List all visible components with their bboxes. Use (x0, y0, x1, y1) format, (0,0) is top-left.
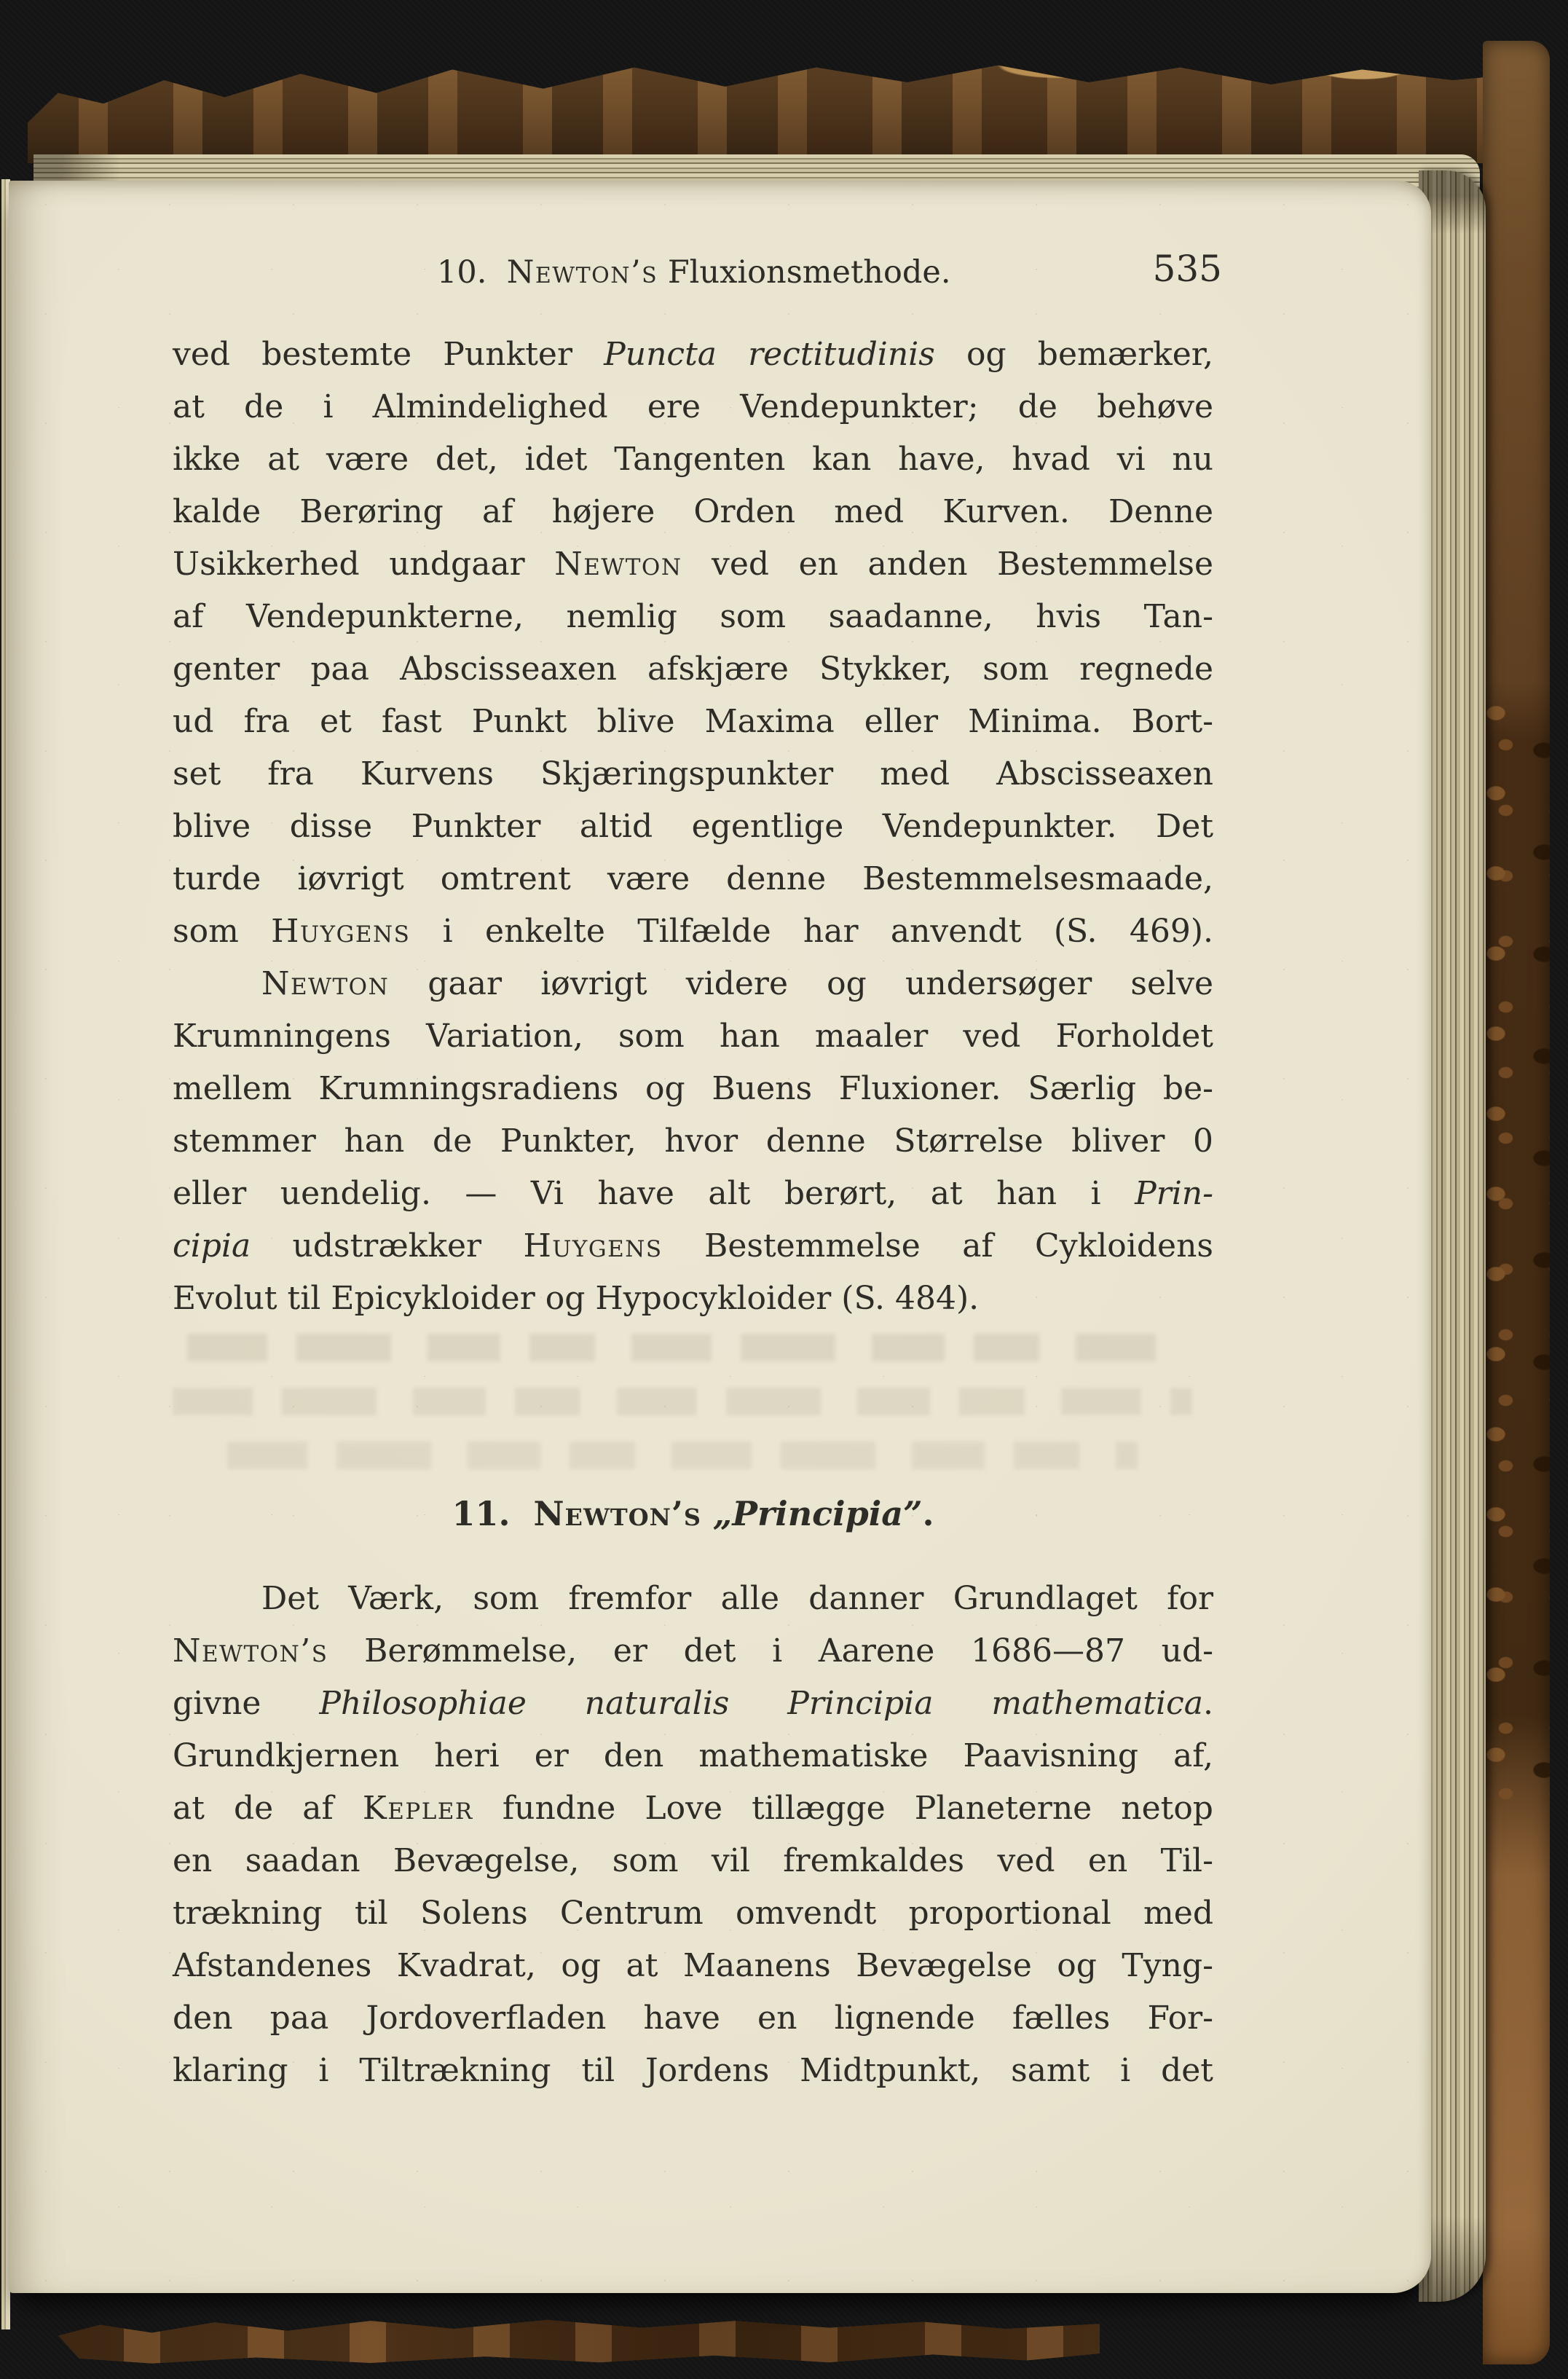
text-line (173, 2045, 1213, 2097)
text-line (173, 643, 1213, 696)
text-line (173, 381, 1213, 433)
text-line (173, 1940, 1213, 1992)
text-segment: Usikkerhed undgaar (173, 546, 555, 583)
text-segment: udstrækker (251, 1227, 524, 1265)
text-segment: Newton (261, 965, 390, 1002)
text-line (173, 538, 1213, 591)
text-segment: blive disse Punkter altid egentlige Vendepunkter. Det (173, 808, 1213, 845)
running-head-title (437, 251, 951, 294)
text-line (173, 1220, 1213, 1273)
text-segment: klaring i Tiltrækning til Jordens Midtpunkt, samt i det (173, 2052, 1213, 2089)
text-line (173, 905, 1213, 958)
text-line (173, 748, 1213, 801)
text-segment: . (1202, 1685, 1213, 1722)
bleed-through-text (187, 1334, 1170, 1361)
text-line (173, 1730, 1213, 1782)
text-segment: Huygens (523, 1227, 663, 1265)
text-segment: og bemærker, (934, 336, 1213, 373)
book-cover-right-board (1483, 41, 1550, 2364)
text-segment: Philosophiae naturalis Principia mathematica (319, 1685, 1203, 1722)
text-segment: mellem Krumningsradiens og Buens Fluxioner. Særlig be- (173, 1070, 1213, 1107)
text-line (173, 1573, 1213, 1625)
text-segment: gaar iøvrigt videre og undersøger selve (389, 965, 1213, 1002)
text-line (173, 591, 1213, 643)
text-segment: at de af (173, 1790, 363, 1827)
text-segment: fundne Love tillægge Planeterne netop (473, 1790, 1213, 1827)
text-segment: Huygens (271, 913, 411, 950)
text-line (173, 1063, 1213, 1115)
text-segment: stemmer han de Punkter, hvor denne Størrelse bliver 0 (173, 1122, 1213, 1160)
text-segment: genter paa Abscisseaxen afskjære Stykker, som regnede (173, 650, 1213, 688)
text-segment: ved bestemte Punkter (173, 336, 604, 373)
text-segment: turde iøvrigt omtrent være denne Bestemmelsesmaade, (173, 860, 1213, 897)
text-segment: Berømmelse, er det i Aarene 1686—87 ud- (328, 1632, 1213, 1670)
text-segment: 11. (452, 1494, 534, 1533)
text-line (173, 433, 1213, 486)
text-segment: eller uendelig. — Vi have alt berørt, at han i (173, 1175, 1135, 1212)
text-line (173, 1835, 1213, 1887)
text-segment: Grundkjernen heri er den mathematiske Paavisning af, (173, 1737, 1213, 1774)
text-segment: Kepler (362, 1790, 473, 1827)
text-line (173, 1273, 1213, 1325)
section-heading (173, 1487, 1213, 1540)
marbled-paper-texture (1483, 689, 1550, 1825)
text-segment: . (922, 1494, 934, 1533)
text-segment: i enkelte Tilfælde har anvendt (S. 469). (410, 913, 1213, 950)
text-segment: Det Værk, som fremfor alle danner Grundlaget for (261, 1580, 1213, 1617)
text-line (173, 853, 1213, 905)
text-line (173, 329, 1213, 381)
book-cover-bottom-edge (58, 2315, 1100, 2364)
text-segment: kalde Berøring af højere Orden med Kurven. Denne (173, 493, 1213, 530)
text-segment: ud fra et fast Punkt blive Maxima eller Minima. Bort- (173, 703, 1213, 740)
book-cover-top-edge (28, 57, 1544, 163)
text-segment: trækning til Solens Centrum omvendt proportional med (173, 1895, 1213, 1932)
text-segment: Afstandenes Kvadrat, og at Maanens Bevægelse og Tyng- (173, 1947, 1213, 1984)
text-segment: en saadan Bevægelse, som vil fremkaldes ved en Til- (173, 1842, 1213, 1879)
text-segment: Evolut til Epicykloider og Hypocykloider (S. 484). (173, 1280, 980, 1317)
text-line (173, 1115, 1213, 1168)
text-segment: Bestemmelse af Cykloidens (662, 1227, 1213, 1265)
page-number: 535 (1152, 248, 1222, 290)
text-segment: Newton (554, 546, 682, 583)
text-segment: Newton’s (173, 1632, 328, 1670)
text-segment: 10. (437, 254, 507, 291)
text-line (173, 958, 1213, 1010)
text-segment: set fra Kurvens Skjæringspunkter med Abscisseaxen (173, 755, 1213, 793)
text-segment: at de i Almindelighed ere Vendepunkter; de behøve (173, 388, 1213, 425)
text-line (173, 1887, 1213, 1940)
text-segment (701, 1494, 713, 1533)
text-line (173, 696, 1213, 748)
text-segment: af Vendepunkterne, nemlig som saadanne, hvis Tan- (173, 598, 1213, 635)
body-paragraph-fluxions (173, 329, 1213, 1325)
text-line (173, 801, 1213, 853)
text-line (173, 1010, 1213, 1063)
body-paragraph-principia (173, 1573, 1213, 2097)
text-segment: Newton’s (533, 1494, 701, 1533)
text-segment: ikke at være det, idet Tangenten kan have, hvad vi nu (173, 441, 1213, 478)
text-segment: Krumningens Variation, som han maaler ved Forholdet (173, 1018, 1213, 1055)
bleed-through-text (227, 1442, 1138, 1469)
text-segment: Fluxionsmethode. (658, 254, 951, 291)
text-segment: den paa Jordoverfladen have en lignende fælles For- (173, 1999, 1213, 2037)
text-segment: Prin- (1135, 1175, 1213, 1212)
text-segment: givne (173, 1685, 320, 1722)
text-line (173, 1678, 1213, 1730)
text-line (173, 1992, 1213, 2045)
book-page (9, 181, 1431, 2293)
text-segment: Puncta rectitudinis (604, 336, 935, 373)
text-segment: cipia (173, 1227, 251, 1265)
text-segment: Newton’s (506, 254, 658, 291)
bleed-through-text (173, 1388, 1192, 1415)
text-line (173, 486, 1213, 538)
text-segment: som (173, 913, 272, 950)
text-segment: „Principia” (712, 1494, 923, 1533)
text-segment: ved en anden Bestemmelse (682, 546, 1213, 583)
text-line (173, 1782, 1213, 1835)
text-line (173, 1168, 1213, 1220)
text-line (173, 1625, 1213, 1678)
